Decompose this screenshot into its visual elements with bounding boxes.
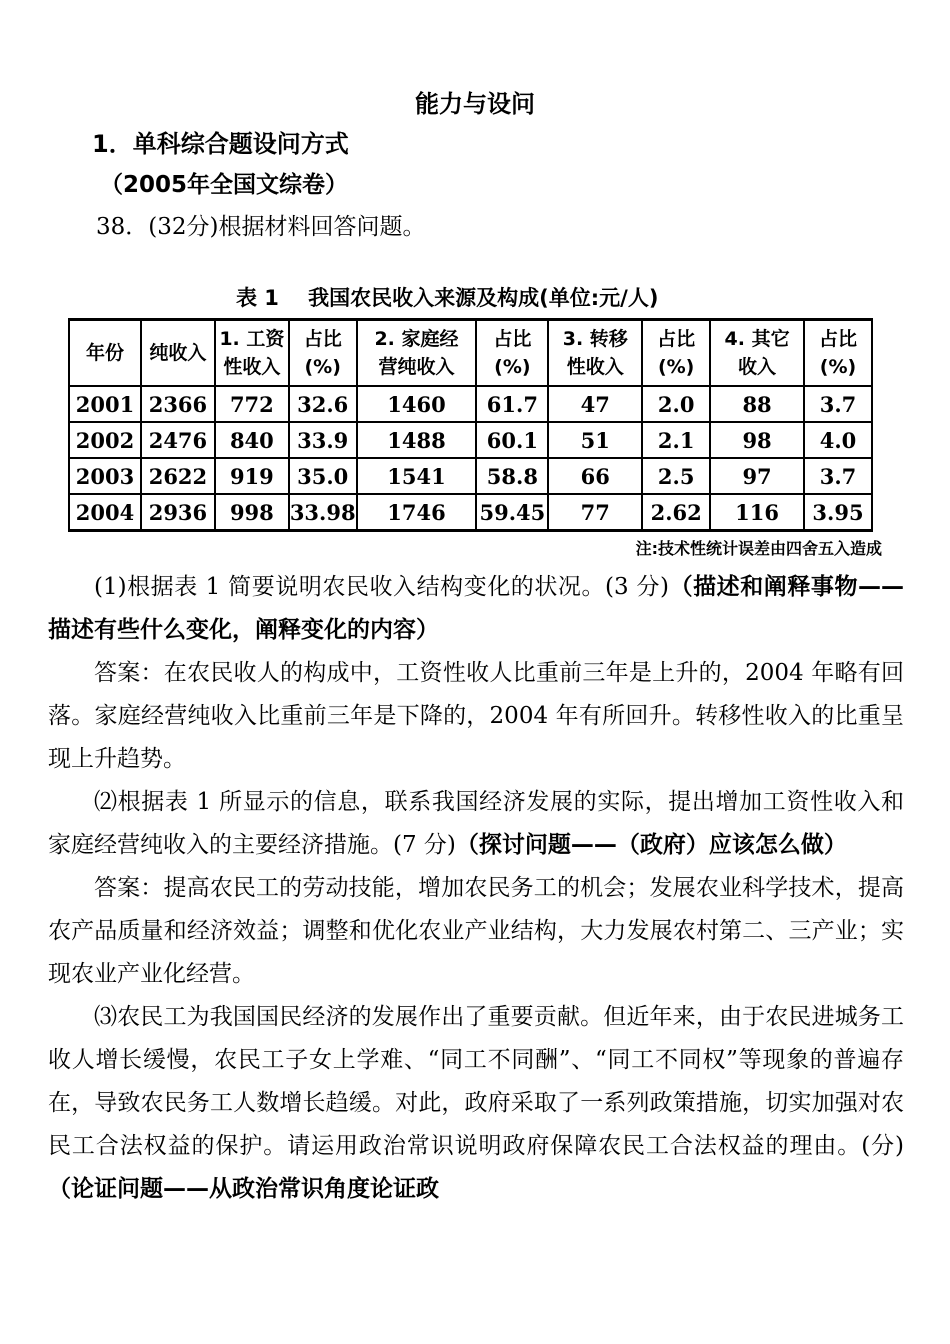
table-cell: 2622 xyxy=(141,458,215,494)
table-cell: 1746 xyxy=(357,494,477,531)
header-cell: 2. 家庭经 营纯收入 xyxy=(357,320,477,387)
table-cell: 35.0 xyxy=(289,458,357,494)
section-heading: 1．单科综合题设问方式 xyxy=(92,130,349,158)
header-cell: 占比 (%) xyxy=(289,320,357,387)
table-cell: 33.9 xyxy=(289,422,357,458)
table-cell: 98 xyxy=(710,422,804,458)
question-1-text: (1)根据表 1 简要说明农民收入结构变化的状况。(3 分) xyxy=(94,574,670,600)
page-title: 能力与设问 xyxy=(415,90,535,118)
table-cell: 772 xyxy=(215,386,289,422)
table-cell: 116 xyxy=(710,494,804,531)
question-1 xyxy=(48,566,904,652)
table-cell: 840 xyxy=(215,422,289,458)
table-cell: 2002 xyxy=(69,422,141,458)
header-cell: 占比 (%) xyxy=(642,320,710,387)
header-cell: 4. 其它 收入 xyxy=(710,320,804,387)
table-cell: 919 xyxy=(215,458,289,494)
header-cell: 占比 (%) xyxy=(476,320,548,387)
table-cell: 58.8 xyxy=(476,458,548,494)
question-2-emphasis: （探讨问题——（政府）应该怎么做） xyxy=(455,832,847,858)
header-cell: 年份 xyxy=(69,320,141,387)
table-cell: 88 xyxy=(710,386,804,422)
income-table xyxy=(68,318,873,532)
table-cell: 2.62 xyxy=(642,494,710,531)
table-cell: 2.5 xyxy=(642,458,710,494)
table-cell: 2001 xyxy=(69,386,141,422)
table-row xyxy=(69,494,872,531)
question-intro: 38．(32分)根据材料回答问题。 xyxy=(96,214,426,240)
table-cell: 2.1 xyxy=(642,422,710,458)
table-cell: 97 xyxy=(710,458,804,494)
table-cell: 61.7 xyxy=(476,386,548,422)
header-cell: 纯收入 xyxy=(141,320,215,387)
table-cell: 33.98 xyxy=(289,494,357,531)
table-cell: 3.95 xyxy=(804,494,872,531)
table-cell: 998 xyxy=(215,494,289,531)
answer-2: 答案：提高农民工的劳动技能，增加农民务工的机会；发展农业科学技术，提高农产品质量和经济效益；调整和优化农业产业结构，大力发展农村第二、三产业；实现农业产业化经营。 xyxy=(48,875,904,987)
question-3-emphasis: （论证问题——从政治常识角度论证政 xyxy=(48,1176,439,1202)
table-row xyxy=(69,386,872,422)
table-cell: 1460 xyxy=(357,386,477,422)
table-cell: 2004 xyxy=(69,494,141,531)
question-1-emphasis: （描述和阐释事物——描述有些什么变化，阐释变化的内容） xyxy=(48,574,904,643)
table-header-row xyxy=(69,320,872,387)
table-cell: 66 xyxy=(548,458,642,494)
header-cell: 占比 (%) xyxy=(804,320,872,387)
answer-1: 答案：在农民收人的构成中，工资性收人比重前三年是上升的，2004 年略有回落。家庭经营纯收入比重前三年是下降的，2004 年有所回升。转移性收入的比重呈现上升趋势。 xyxy=(48,660,904,772)
table-cell: 3.7 xyxy=(804,458,872,494)
table-cell: 2.0 xyxy=(642,386,710,422)
table-cell: 59.45 xyxy=(476,494,548,531)
question-1-block xyxy=(48,566,904,1211)
table-cell: 47 xyxy=(548,386,642,422)
table-row xyxy=(69,458,872,494)
table-cell: 2936 xyxy=(141,494,215,531)
header-cell: 3. 转移 性收入 xyxy=(548,320,642,387)
table-cell: 2476 xyxy=(141,422,215,458)
table-cell: 2003 xyxy=(69,458,141,494)
table-cell: 4.0 xyxy=(804,422,872,458)
table-cell: 2366 xyxy=(141,386,215,422)
table-row xyxy=(69,422,872,458)
header-cell: 1. 工资 性收入 xyxy=(215,320,289,387)
table-caption: 表 1 我国农民收入来源及构成(单位:元/人) xyxy=(236,286,659,310)
table-note: 注:技术性统计误差由四舍五入造成 xyxy=(635,539,882,558)
table-cell: 32.6 xyxy=(289,386,357,422)
question-2-text: ⑵根据表 1 所显示的信息，联系我国经济发展的实际，提出增加工资性收入和家庭经营纯收入的主要经济措施。(7 分) xyxy=(48,789,904,858)
exam-source: （2005年全国文综卷） xyxy=(100,172,349,198)
table-cell: 1541 xyxy=(357,458,477,494)
question-2 xyxy=(48,781,904,867)
table-cell: 51 xyxy=(548,422,642,458)
table-cell: 3.7 xyxy=(804,386,872,422)
table-cell: 60.1 xyxy=(476,422,548,458)
question-3-text: ⑶农民工为我国国民经济的发展作出了重要贡献。但近年来，由于农民进城务工收人增长缓慢，农民工子女上学难、“同工不同酬”、“同工不同权”等现象的普遍存在，导致农民务工人数增长趋缓。对此，政府采取了一系列政策措施，切实加强对农民工合法权益的保护。请运用政治常识说明政府保障农民工合法权益的理由。(分) xyxy=(48,1004,904,1159)
question-3 xyxy=(48,996,904,1211)
table-cell: 77 xyxy=(548,494,642,531)
table-cell: 1488 xyxy=(357,422,477,458)
